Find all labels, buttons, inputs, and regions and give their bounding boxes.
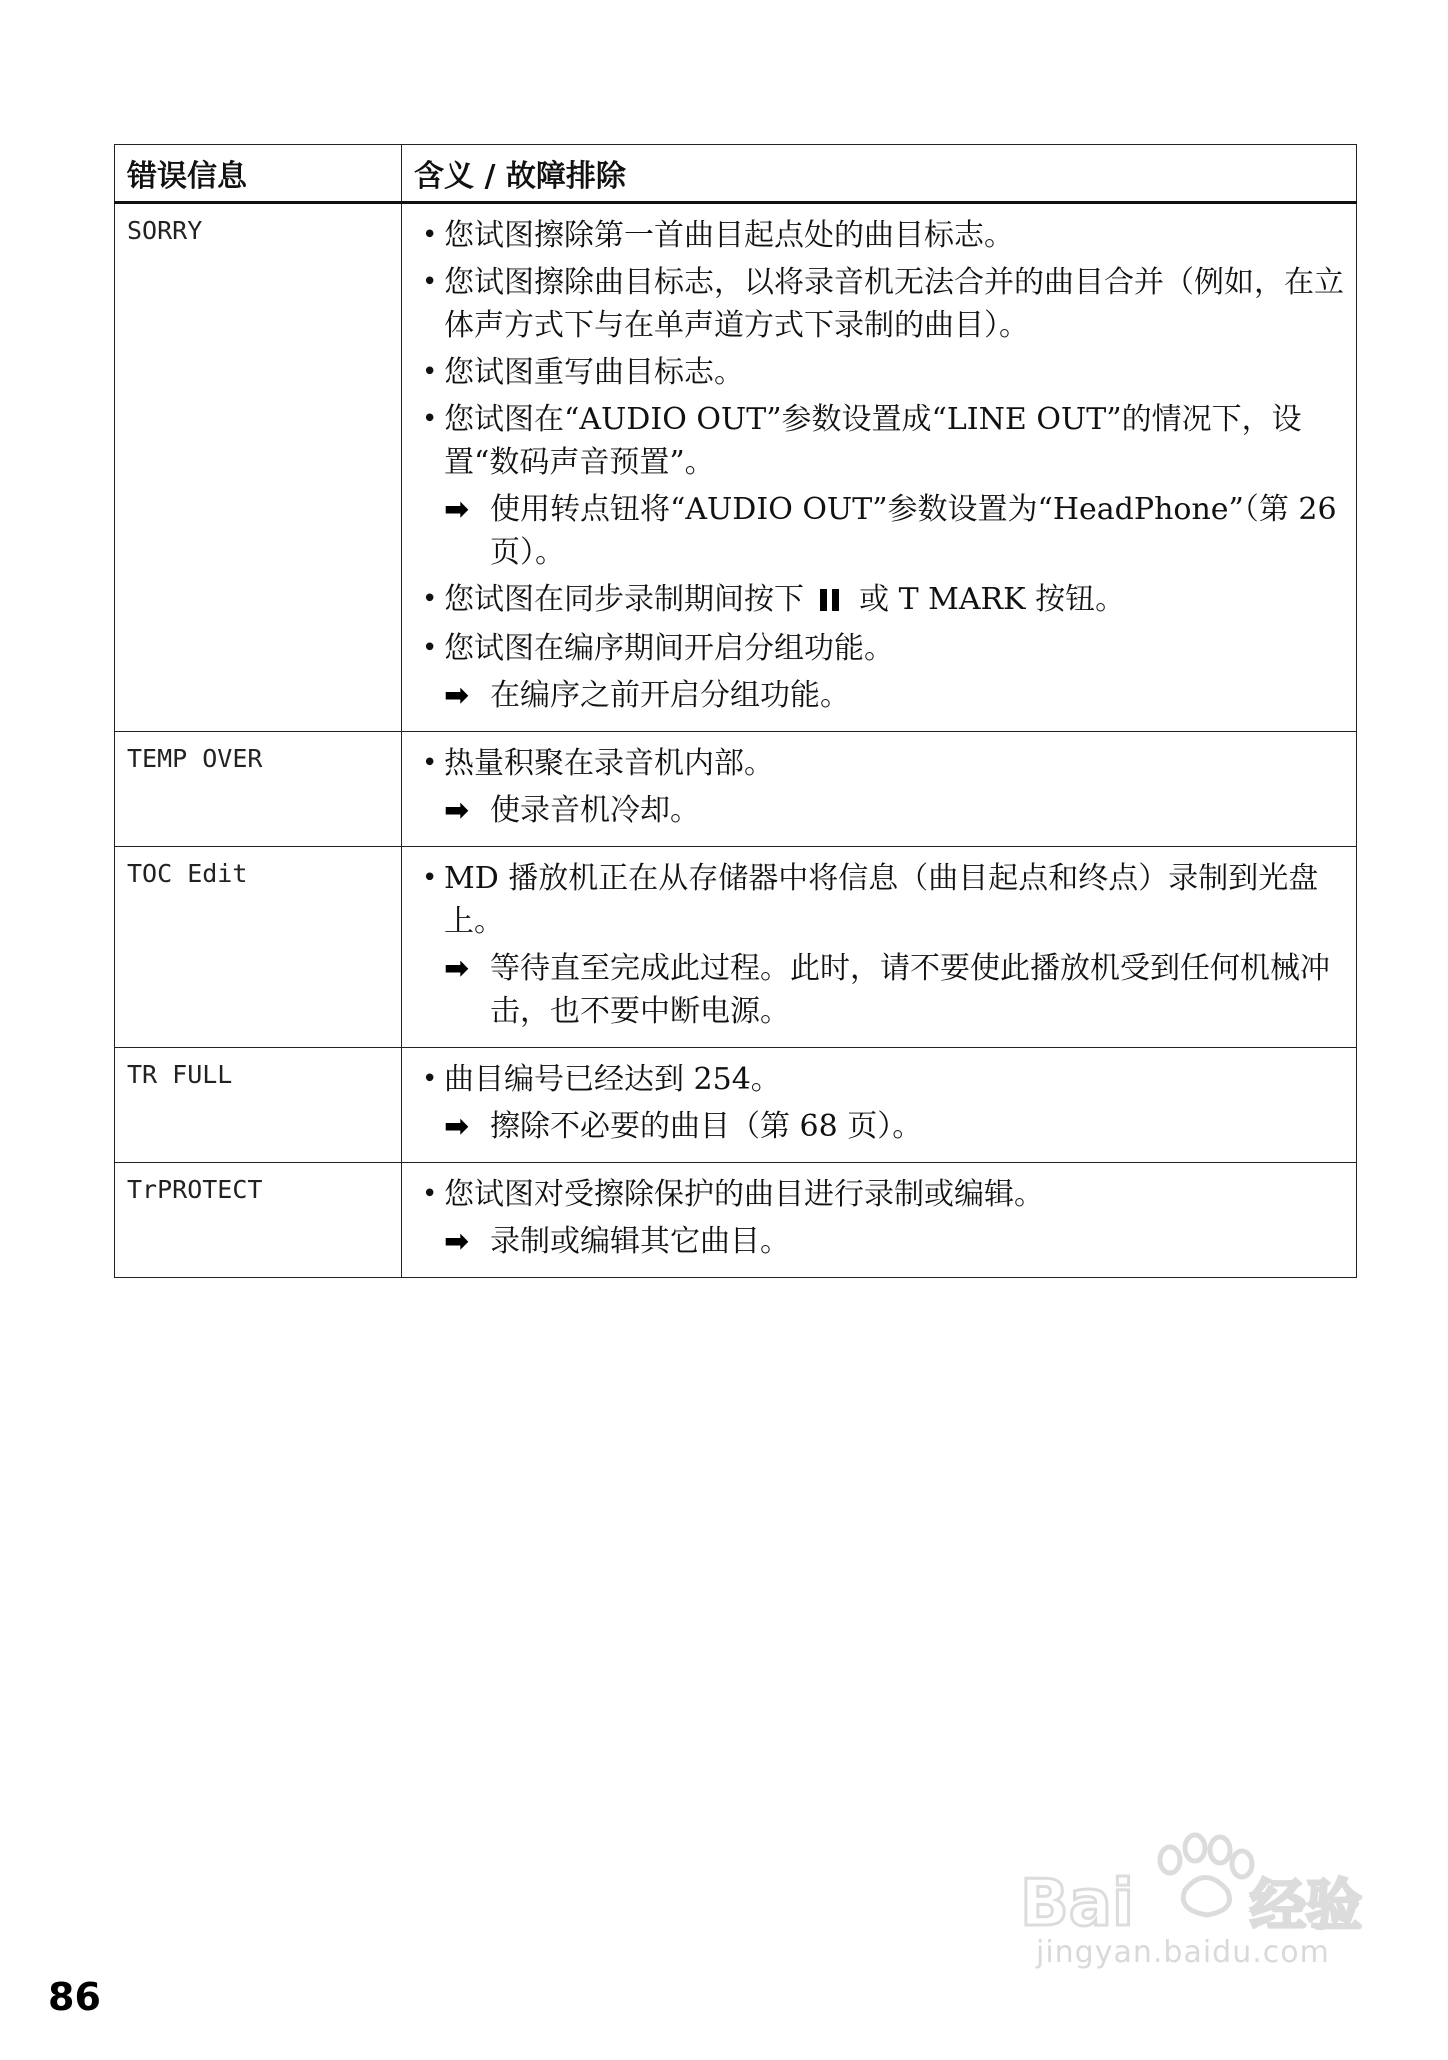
list-item: • 您试图擦除曲目标志，以将录音机无法合并的曲目合并（例如，在立体声方式下与在单声道方式下录制的曲目）。 [414, 261, 1344, 347]
pause-icon [820, 580, 844, 623]
right-arrow-icon: ➡ [444, 1108, 470, 1144]
table-row [115, 1047, 1357, 1162]
remedy-text: 在编序之前开启分组功能。 [490, 677, 850, 713]
list-item-text-before: 您试图在同步录制期间按下 [444, 582, 804, 617]
remedy-item [414, 674, 1344, 717]
header-meaning-troubleshooting: 含义 / 故障排除 [402, 145, 1357, 203]
right-arrow-icon: ➡ [444, 1223, 470, 1259]
meaning-cell [402, 1047, 1357, 1162]
paw-logo-icon [1020, 1830, 1380, 1930]
remedy-text: 擦除不必要的曲目（第 68 页）。 [490, 1108, 923, 1144]
right-arrow-icon: ➡ [444, 792, 470, 828]
right-arrow-icon: ➡ [444, 492, 470, 527]
error-code: TOC Edit [115, 846, 402, 1047]
baidu-jingyan-watermark [1020, 1830, 1380, 2020]
remedy-text: 使录音机冷却。 [490, 792, 700, 828]
remedy-item [414, 488, 1344, 574]
list-item: • 热量积聚在录音机内部。 [414, 742, 1344, 785]
list-item: • 您试图擦除第一首曲目起点处的曲目标志。 [414, 214, 1344, 257]
right-arrow-icon: ➡ [444, 677, 470, 713]
error-code: TR FULL [115, 1047, 402, 1162]
list-item: • 曲目编号已经达到 254。 [414, 1058, 1344, 1101]
table-row [115, 846, 1357, 1047]
table-header-row [115, 145, 1357, 203]
right-arrow-icon: ➡ [444, 950, 470, 986]
remedy-item [414, 947, 1344, 1033]
meaning-cell [402, 846, 1357, 1047]
page-number: 86 [48, 1975, 101, 2019]
error-code: TrPROTECT [115, 1162, 402, 1277]
table-row [115, 203, 1357, 732]
remedy-item [414, 1105, 1344, 1148]
remedy-text: 等待直至完成此过程。此时，请不要使此播放机受到任何机械冲击，也不要中断电源。 [490, 950, 1330, 1029]
list-item: • 您试图在“AUDIO OUT”参数设置成“LINE OUT”的情况下，设置“数码声音预置”。 [414, 398, 1344, 484]
error-message-table [114, 144, 1357, 1278]
remedy-text: 使用转点钮将“AUDIO OUT”参数设置为“HeadPhone”（第 26 页）。 [490, 492, 1337, 570]
error-code: TEMP OVER [115, 731, 402, 846]
meaning-cell [402, 203, 1357, 732]
meaning-cell [402, 1162, 1357, 1277]
svg-text:Bai: Bai [1020, 1867, 1134, 1930]
list-item: • 您试图在编序期间开启分组功能。 [414, 627, 1344, 670]
remedy-item [414, 1220, 1344, 1263]
svg-text:经验: 经验 [1250, 1874, 1362, 1930]
list-item: • 您试图对受擦除保护的曲目进行录制或编辑。 [414, 1173, 1344, 1216]
list-item: • 您试图重写曲目标志。 [414, 351, 1344, 394]
list-item: • MD 播放机正在从存储器中将信息（曲目起点和终点）录制到光盘上。 [414, 857, 1344, 943]
header-error-message: 错误信息 [115, 145, 402, 203]
table-row [115, 731, 1357, 846]
watermark-url: jingyan.baidu.com [1036, 1935, 1330, 1970]
list-item [414, 578, 1344, 623]
list-item-text-after: 或 T MARK 按钮。 [859, 582, 1126, 617]
table-row [115, 1162, 1357, 1277]
remedy-text: 录制或编辑其它曲目。 [490, 1223, 790, 1259]
meaning-cell [402, 731, 1357, 846]
error-code: SORRY [115, 203, 402, 732]
remedy-item [414, 789, 1344, 832]
